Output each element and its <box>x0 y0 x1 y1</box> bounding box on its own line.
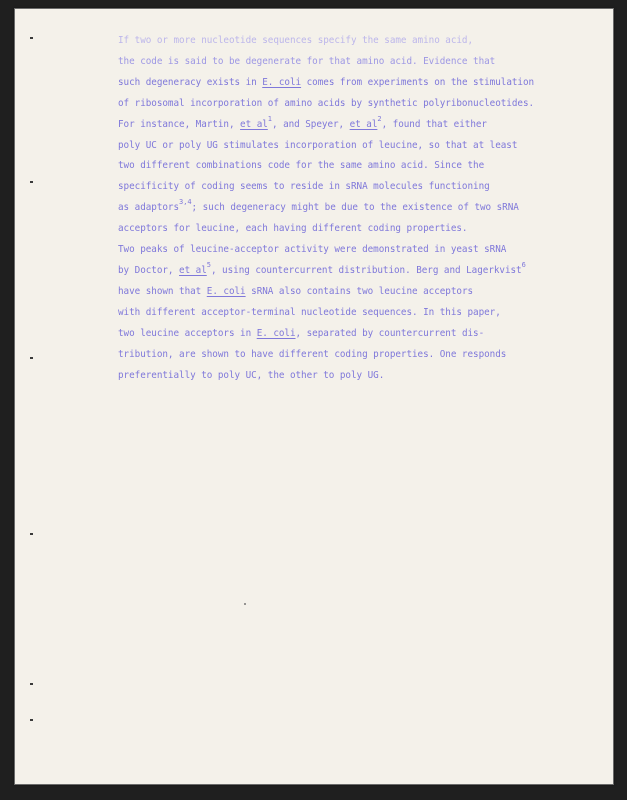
text-line: If two or more nucleotide sequences specify the same amino acid, <box>118 35 474 46</box>
text-line: Two peaks of leucine-acceptor activity were demonstrated in yeast sRNA <box>118 244 507 256</box>
margin-mark <box>30 533 33 535</box>
margin-mark <box>30 683 33 685</box>
text-line: have shown that E. coli sRNA also contains two leucine acceptors <box>118 285 474 297</box>
paper-speck <box>244 603 246 605</box>
text-line: as adaptors$^{3,4}$; such degeneracy might be due to the existence of two sRNA <box>118 198 519 214</box>
margin-mark <box>30 719 33 721</box>
text-line: tribution, are shown to have different coding properties. One responds <box>118 348 507 360</box>
text-line: specificity of coding seems to reside in sRNA molecules functioning <box>118 181 490 193</box>
text-line: two leucine acceptors in E. coli, separated by countercurrent dis- <box>118 327 485 339</box>
text-line: two different combinations code for the same amino acid. Since the <box>118 160 485 172</box>
text-line: with different acceptor-terminal nucleotide sequences. In this paper, <box>118 306 501 318</box>
body-text <box>118 31 588 386</box>
text-line: the code is said to be degenerate for that amino acid. Evidence that <box>118 55 496 67</box>
text-line: such degeneracy exists in E. coli comes from experiments on the stimulation <box>118 76 535 88</box>
margin-mark <box>30 181 33 183</box>
document-page <box>14 8 614 785</box>
text-line: by Doctor, et $al^5$, using countercurrent distribution. Berg and Lagerkvist$^6$ <box>118 260 526 276</box>
text-line: acceptors for leucine, each having different coding properties. <box>118 223 468 235</box>
margin-mark <box>30 37 33 39</box>
text-line: of ribosomal incorporation of amino acids by synthetic polyribonucleotides. <box>118 97 535 109</box>
margin-mark <box>30 357 33 359</box>
text-line: poly UC or poly UG stimulates incorporation of leucine, so that at least <box>118 139 518 151</box>
text-line: preferentially to poly UC, the other to poly UG. <box>118 369 385 381</box>
text-line: For instance, Martin, et $al^1$, and Speyer, et $al^2$, found that either <box>118 114 487 130</box>
